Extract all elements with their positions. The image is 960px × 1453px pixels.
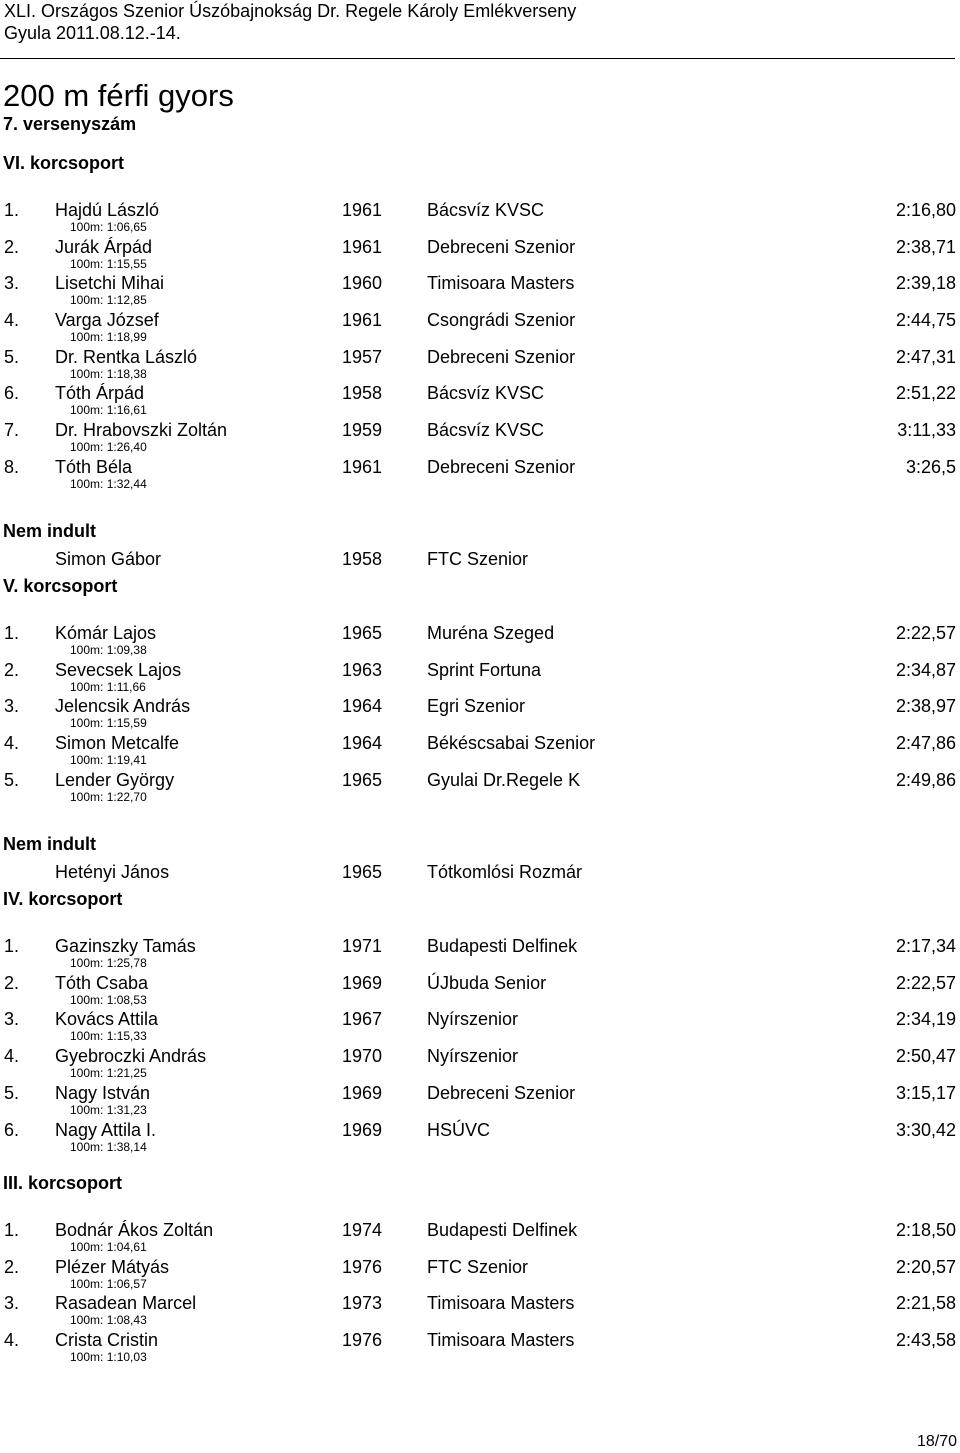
split-time <box>70 330 147 344</box>
final-time: 2:38,71 <box>895 237 956 257</box>
split-time <box>70 1277 147 1291</box>
split-time <box>70 477 147 491</box>
club-name: Nyírszenior <box>427 1046 519 1066</box>
birth-year: 1958 <box>342 383 383 403</box>
split-time <box>70 440 147 454</box>
split-time <box>70 1140 147 1154</box>
result-place: 1. <box>4 200 20 220</box>
birth-year: 1961 <box>342 310 383 330</box>
swimmer-name: Crista Cristin <box>55 1330 159 1350</box>
result-place: 8. <box>4 457 20 477</box>
result-place: 2. <box>4 973 20 993</box>
swimmer-name: Jurák Árpád <box>55 237 153 257</box>
split-label: 100m: <box>70 330 104 344</box>
result-place: 1. <box>4 623 20 643</box>
split-value: 1:25,78 <box>106 956 147 970</box>
result-place: 6. <box>4 1120 20 1140</box>
split-time <box>70 257 147 271</box>
split-time <box>70 753 147 767</box>
result-place: 3. <box>4 1293 20 1313</box>
birth-year: 1960 <box>342 273 383 293</box>
result-row <box>0 935 960 971</box>
split-value: 1:12,85 <box>106 293 147 307</box>
split-label: 100m: <box>70 1066 104 1080</box>
final-time: 2:34,87 <box>895 660 956 680</box>
result-row <box>0 236 960 272</box>
club-name: Timisoara Masters <box>427 1293 575 1313</box>
birth-year: 1959 <box>342 420 383 440</box>
age-group-heading: IV. korcsoport <box>3 889 123 909</box>
final-time: 2:20,57 <box>895 1257 956 1277</box>
final-time: 2:34,19 <box>895 1009 956 1029</box>
club-name: Csongrádi Szenior <box>427 310 576 330</box>
swimmer-name: Dr. Hrabovszki Zoltán <box>55 420 228 440</box>
split-value: 1:08,53 <box>106 993 147 1007</box>
final-time: 2:51,22 <box>895 383 956 403</box>
birth-year: 1974 <box>342 1220 383 1240</box>
split-label: 100m: <box>70 1240 104 1254</box>
split-value: 1:16,61 <box>106 403 147 417</box>
club-name: Budapesti Delfinek <box>427 936 578 956</box>
result-row <box>0 1329 960 1365</box>
swimmer-name: Rasadean Marcel <box>55 1293 197 1313</box>
result-row <box>0 659 960 695</box>
result-place: 1. <box>4 936 20 956</box>
result-row <box>0 695 960 731</box>
birth-year: 1963 <box>342 660 383 680</box>
split-time <box>70 403 147 417</box>
competition-title: XLI. Országos Szenior Úszóbajnokság Dr. Regele Károly Emlékverseny <box>4 1 577 21</box>
birth-year: 1965 <box>342 623 383 643</box>
split-value: 1:06,57 <box>106 1277 147 1291</box>
split-label: 100m: <box>70 753 104 767</box>
swimmer-name: Hetényi János <box>55 862 170 882</box>
final-time: 2:22,57 <box>895 973 956 993</box>
swimmer-name: Dr. Rentka László <box>55 347 198 367</box>
result-place: 4. <box>4 1330 20 1350</box>
swimmer-name: Plézer Mátyás <box>55 1257 170 1277</box>
result-row <box>0 1219 960 1255</box>
split-value: 1:10,03 <box>106 1350 147 1364</box>
result-place: 4. <box>4 1046 20 1066</box>
swimmer-name: Kovács Attila <box>55 1009 159 1029</box>
result-row <box>0 1008 960 1044</box>
swimmer-name: Nagy Attila I. <box>55 1120 157 1140</box>
split-value: 1:09,38 <box>106 643 147 657</box>
swimmer-name: Tóth Csaba <box>55 973 149 993</box>
swimmer-name: Bodnár Ákos Zoltán <box>55 1220 214 1240</box>
split-value: 1:21,25 <box>106 1066 147 1080</box>
final-time: 2:49,86 <box>895 770 956 790</box>
result-row <box>0 456 960 492</box>
age-group-heading: V. korcsoport <box>3 576 118 596</box>
dns-row <box>0 548 960 584</box>
swimmer-name: Varga József <box>55 310 159 330</box>
birth-year: 1961 <box>342 237 383 257</box>
swimmer-name: Sevecsek Lajos <box>55 660 182 680</box>
split-label: 100m: <box>70 1350 104 1364</box>
swimmer-name: Gazinszky Tamás <box>55 936 196 956</box>
final-time: 2:38,97 <box>895 696 956 716</box>
split-time <box>70 716 147 730</box>
birth-year: 1976 <box>342 1330 383 1350</box>
club-name: Timisoara Masters <box>427 1330 575 1350</box>
final-time: 2:50,47 <box>895 1046 956 1066</box>
result-place: 6. <box>4 383 20 403</box>
result-place: 3. <box>4 1009 20 1029</box>
birth-year: 1965 <box>342 770 383 790</box>
result-place: 5. <box>4 1083 20 1103</box>
club-name: Debreceni Szenior <box>427 457 576 477</box>
club-name: Sprint Fortuna <box>427 660 542 680</box>
final-time: 2:17,34 <box>895 936 956 956</box>
final-time: 2:47,31 <box>895 347 956 367</box>
dns-row <box>0 861 960 897</box>
result-row <box>0 1256 960 1292</box>
swimmer-name: Lender György <box>55 770 175 790</box>
result-place: 2. <box>4 1257 20 1277</box>
event-title: 200 m férfi gyors <box>3 78 234 113</box>
final-time: 3:11,33 <box>897 420 956 440</box>
final-time: 2:43,58 <box>895 1330 956 1350</box>
split-label: 100m: <box>70 257 104 271</box>
club-name: FTC Szenior <box>427 549 529 569</box>
birth-year: 1976 <box>342 1257 383 1277</box>
club-name: Timisoara Masters <box>427 273 575 293</box>
result-row <box>0 1292 960 1328</box>
birth-year: 1969 <box>342 973 383 993</box>
club-name: Bácsvíz KVSC <box>427 420 545 440</box>
result-place: 4. <box>4 733 20 753</box>
club-name: Debreceni Szenior <box>427 347 576 367</box>
club-name: Muréna Szeged <box>427 623 555 643</box>
result-row <box>0 972 960 1008</box>
birth-year: 1965 <box>342 862 383 882</box>
split-value: 1:31,23 <box>106 1103 147 1117</box>
result-row <box>0 732 960 768</box>
result-place: 2. <box>4 660 20 680</box>
birth-year: 1973 <box>342 1293 383 1313</box>
birth-year: 1961 <box>342 200 383 220</box>
club-name: Gyulai Dr.Regele K <box>427 770 581 790</box>
did-not-start-heading: Nem indult <box>3 834 96 854</box>
result-place: 3. <box>4 273 20 293</box>
final-time: 2:22,57 <box>895 623 956 643</box>
split-label: 100m: <box>70 220 104 234</box>
age-group-heading: VI. korcsoport <box>3 153 125 173</box>
split-time <box>70 790 147 804</box>
final-time: 2:18,50 <box>895 1220 956 1240</box>
swimmer-name: Simon Gábor <box>55 549 162 569</box>
split-label: 100m: <box>70 440 104 454</box>
swimmer-name: Nagy István <box>55 1083 151 1103</box>
split-value: 1:11,66 <box>106 680 146 694</box>
split-value: 1:15,59 <box>106 716 147 730</box>
split-label: 100m: <box>70 1029 104 1043</box>
final-time: 2:21,58 <box>895 1293 956 1313</box>
split-label: 100m: <box>70 790 104 804</box>
page-number: 18/70 <box>916 1433 957 1450</box>
split-label: 100m: <box>70 1103 104 1117</box>
birth-year: 1964 <box>342 733 383 753</box>
birth-year: 1967 <box>342 1009 383 1029</box>
birth-year: 1969 <box>342 1083 383 1103</box>
split-value: 1:15,55 <box>106 257 147 271</box>
result-place: 5. <box>4 770 20 790</box>
swimmer-name: Simon Metcalfe <box>55 733 180 753</box>
club-name: Nyírszenior <box>427 1009 519 1029</box>
result-place: 4. <box>4 310 20 330</box>
final-time: 3:15,17 <box>895 1083 956 1103</box>
birth-year: 1971 <box>342 936 383 956</box>
split-value: 1:08,43 <box>106 1313 147 1327</box>
split-value: 1:22,70 <box>106 790 147 804</box>
club-name: HSÚVC <box>427 1120 491 1140</box>
swimmer-name: Tóth Árpád <box>55 383 145 403</box>
result-row <box>0 346 960 382</box>
result-row <box>0 1045 960 1081</box>
club-name: ÚJbuda Senior <box>427 973 547 993</box>
final-time: 2:47,86 <box>895 733 956 753</box>
split-label: 100m: <box>70 367 104 381</box>
result-row <box>0 272 960 308</box>
split-label: 100m: <box>70 477 104 491</box>
result-row <box>0 382 960 418</box>
result-row <box>0 622 960 658</box>
result-place: 2. <box>4 237 20 257</box>
final-time: 2:39,18 <box>895 273 956 293</box>
result-place: 3. <box>4 696 20 716</box>
swimmer-name: Jelencsik András <box>55 696 191 716</box>
split-time <box>70 1350 147 1364</box>
club-name: FTC Szenior <box>427 1257 529 1277</box>
swimmer-name: Kómár Lajos <box>55 623 157 643</box>
result-row <box>0 199 960 235</box>
club-name: Egri Szenior <box>427 696 526 716</box>
result-row <box>0 769 960 805</box>
split-value: 1:18,38 <box>106 367 147 381</box>
birth-year: 1964 <box>342 696 383 716</box>
split-time <box>70 680 146 694</box>
age-group-heading: III. korcsoport <box>3 1173 123 1193</box>
split-value: 1:32,44 <box>106 477 147 491</box>
split-time <box>70 220 147 234</box>
club-name: Debreceni Szenior <box>427 1083 576 1103</box>
club-name: Bácsvíz KVSC <box>427 200 545 220</box>
birth-year: 1969 <box>342 1120 383 1140</box>
split-time <box>70 1313 147 1327</box>
split-value: 1:15,33 <box>106 1029 147 1043</box>
split-label: 100m: <box>70 403 104 417</box>
split-time <box>70 1029 147 1043</box>
club-name: Tótkomlósi Rozmár <box>427 862 583 882</box>
split-value: 1:38,14 <box>106 1140 147 1154</box>
swimmer-name: Tóth Béla <box>55 457 133 477</box>
birth-year: 1970 <box>342 1046 383 1066</box>
result-row <box>0 419 960 455</box>
final-time: 3:26,5 <box>905 457 956 477</box>
split-label: 100m: <box>70 956 104 970</box>
split-time <box>70 1103 147 1117</box>
split-value: 1:06,65 <box>106 220 147 234</box>
birth-year: 1961 <box>342 457 383 477</box>
split-value: 1:26,40 <box>106 440 147 454</box>
club-name: Bácsvíz KVSC <box>427 383 545 403</box>
split-value: 1:18,99 <box>106 330 147 344</box>
swimmer-name: Lisetchi Mihai <box>55 273 165 293</box>
split-label: 100m: <box>70 293 104 307</box>
birth-year: 1957 <box>342 347 383 367</box>
result-place: 1. <box>4 1220 20 1240</box>
split-time <box>70 367 147 381</box>
split-label: 100m: <box>70 716 104 730</box>
split-value: 1:04,61 <box>106 1240 147 1254</box>
did-not-start-heading: Nem indult <box>3 521 96 541</box>
split-label: 100m: <box>70 1277 104 1291</box>
split-time <box>70 1240 147 1254</box>
split-label: 100m: <box>70 1140 104 1154</box>
final-time: 2:44,75 <box>895 310 956 330</box>
result-place: 5. <box>4 347 20 367</box>
split-time <box>70 293 147 307</box>
result-row <box>0 1082 960 1118</box>
club-name: Békéscsabai Szenior <box>427 733 596 753</box>
split-value: 1:19,41 <box>106 753 147 767</box>
result-place: 7. <box>4 420 20 440</box>
swimmer-name: Gyebroczki András <box>55 1046 207 1066</box>
competition-place-date: Gyula 2011.08.12.-14. <box>4 23 181 43</box>
event-number: 7. versenyszám <box>3 114 137 134</box>
split-label: 100m: <box>70 680 104 694</box>
birth-year: 1958 <box>342 549 383 569</box>
final-time: 2:16,80 <box>895 200 956 220</box>
split-label: 100m: <box>70 993 104 1007</box>
club-name: Budapesti Delfinek <box>427 1220 578 1240</box>
swimmer-name: Hajdú László <box>55 200 160 220</box>
split-time <box>70 993 147 1007</box>
result-row <box>0 309 960 345</box>
split-label: 100m: <box>70 1313 104 1327</box>
split-label: 100m: <box>70 643 104 657</box>
split-time <box>70 956 147 970</box>
result-row <box>0 1119 960 1155</box>
split-time <box>70 1066 147 1080</box>
split-time <box>70 643 147 657</box>
final-time: 3:30,42 <box>895 1120 956 1140</box>
club-name: Debreceni Szenior <box>427 237 576 257</box>
